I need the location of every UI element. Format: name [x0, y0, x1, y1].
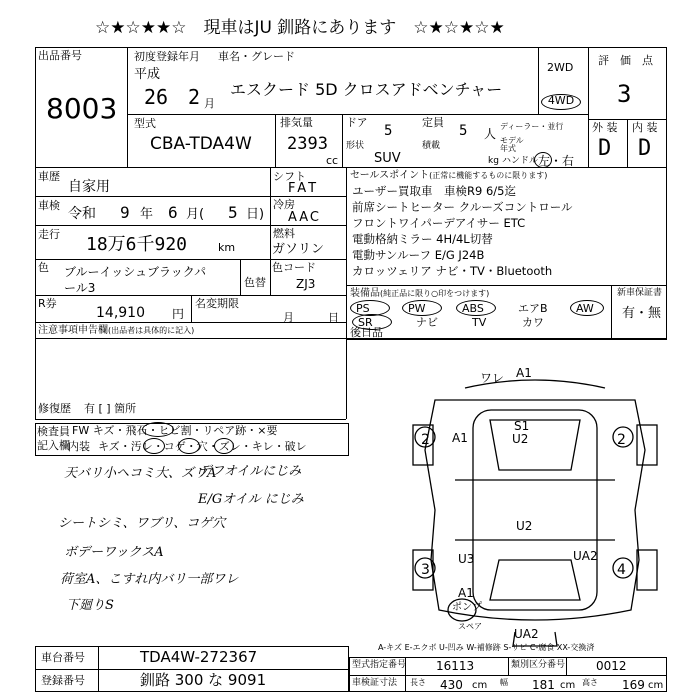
recycle-label: R券: [38, 297, 57, 310]
inspection-year: 9: [120, 203, 130, 222]
plate-number: 釧路 300 な 9091: [140, 671, 267, 689]
inspection-month: 6: [168, 203, 178, 222]
grade-label: 評 価 点: [598, 54, 653, 67]
capacity-unit: 人: [484, 127, 497, 141]
model-code: CBA-TDA4W: [150, 134, 252, 154]
history-label: 車歴: [38, 170, 60, 183]
deadline-month: 月: [283, 311, 294, 324]
equipment-circle: [456, 300, 496, 316]
handle-side: 左・右: [538, 154, 575, 168]
exterior-label: 外 装: [592, 121, 618, 134]
damage-mark: U2: [512, 432, 529, 446]
registration-month: 2: [188, 85, 201, 109]
length-label: 長さ: [410, 678, 426, 687]
height-unit: cm: [648, 680, 664, 691]
notes-sub: (出品者は具体的に記入): [108, 326, 195, 335]
aircon-label: 冷房: [273, 198, 295, 211]
handle-left-circle: [534, 152, 552, 168]
spare-tire-mark: ポンプ: [452, 602, 482, 613]
fuel: ガソリン: [272, 242, 325, 257]
aircon: AAC: [288, 210, 321, 225]
selling-point-line: 電動格納ミラー 4H/4L切替: [352, 232, 493, 246]
equipment-item-row2-0: SR: [358, 316, 373, 329]
chassis-number: TDA4W-272367: [140, 648, 258, 666]
equipment-item-row2-3: カワ: [522, 316, 544, 329]
equipment-circle: [570, 300, 604, 316]
circle-hole: [214, 438, 234, 454]
selling-points-title: セールスポイント: [350, 170, 430, 181]
inspection-day: 5: [228, 203, 238, 222]
recycle-fee: 14,910: [96, 305, 145, 321]
warranty: 有・無: [622, 306, 662, 321]
fuel-label: 燃料: [273, 227, 295, 240]
color-swap-label: 色替: [244, 276, 266, 289]
inspection-month-unit: 月(: [186, 207, 205, 222]
grade-score: 3: [617, 80, 632, 108]
handle-label: ハンドル: [502, 156, 539, 166]
load-unit: kg: [488, 156, 499, 166]
recycle-unit: 円: [172, 307, 185, 321]
model-name: エスクード 5D クロスアドベンチャー: [230, 80, 503, 99]
inspection-era: 令和: [68, 206, 96, 222]
dims-label: 車検証寸法: [352, 678, 398, 688]
damage-legend: A-キズ E-エクボ U-凹み W-補修跡 S-サビ C-腐食 XX-交換済: [378, 643, 595, 652]
damage-mark: A1: [458, 586, 474, 600]
selling-point-line: 前席シートヒーター クルーズコントロール: [352, 200, 573, 214]
drive-4wd-circled: 4WD: [541, 94, 581, 110]
notes-title: 注意事項申告欄: [38, 325, 108, 336]
damage-mark: S1: [514, 419, 530, 433]
handwritten-note-left: シートシミ、ワブリ、コゲ穴: [58, 516, 226, 531]
warranty-label: 新車保証書: [617, 288, 663, 298]
registration-year: 26: [144, 85, 169, 109]
model-year-label: モデル年式: [500, 136, 524, 153]
history: 自家用: [68, 179, 110, 195]
repair-history: 有 [ ] 箇所: [84, 402, 137, 415]
color-line2: ール3: [64, 281, 96, 295]
interior-label: 内 装: [632, 121, 658, 134]
body-type-label: 形状: [346, 141, 365, 151]
equipment-note: (純正品に限り○印をつけます): [380, 289, 490, 298]
equipment-circle-sr: [352, 314, 392, 330]
damage-circle-number: 2: [421, 432, 430, 448]
inspection-year-unit: 年: [140, 207, 154, 222]
displacement: 2393: [287, 134, 328, 154]
shift: FAT: [288, 181, 320, 196]
length-unit: cm: [472, 680, 488, 691]
interior-grade: D: [638, 136, 652, 161]
damage-circle-number: 3: [421, 562, 430, 578]
inspection-day-unit: 日): [246, 207, 265, 222]
body-type: SUV: [374, 151, 401, 166]
category: 0012: [596, 659, 627, 673]
interior-check-line: キズ・汚レ・コゲ・穴・ズレ・キレ・破レ: [98, 440, 307, 453]
model-code-label: 型式: [134, 117, 156, 130]
height-label: 高さ: [582, 678, 598, 687]
damage-diagram: [395, 360, 675, 650]
inspector-label-2: 記入欄: [37, 439, 70, 452]
equipment-item-3: エアB: [518, 302, 548, 315]
registration-month-unit: 月: [204, 97, 215, 110]
selling-points-label: [350, 171, 547, 181]
damage-circle-number: 4: [617, 562, 626, 578]
type-designation-label: 型式指定番号: [352, 660, 407, 670]
handwritten-note-left: 天バリ小ヘコミ大、ズリA: [64, 466, 217, 481]
color-label: 色: [38, 261, 49, 274]
selling-point-line: 電動サンルーフ E/G J24B: [352, 248, 485, 262]
registration-label: 初度登録年月: [134, 50, 200, 63]
load-label: 積載: [422, 141, 441, 151]
drive-2wd: 2WD: [547, 61, 574, 74]
equipment-circle: [402, 300, 442, 316]
capacity-label: 定員: [422, 116, 444, 129]
doors-label: ドア: [346, 116, 368, 129]
deadline-day: 日: [328, 311, 339, 324]
mileage: 18万6千920: [86, 234, 188, 255]
rear-items-label: 後日品: [350, 326, 383, 339]
dealer-label: ディーラー・並行: [500, 122, 564, 131]
inspector-fw-line: FW キズ・飛石・ヒビ割・リペア跡・×要: [72, 424, 278, 437]
registration-era: 平成: [134, 67, 161, 82]
damage-circle-number: 2: [617, 432, 626, 448]
damage-mark: U3: [458, 552, 475, 566]
equipment-title: 装備品: [350, 288, 380, 299]
equipment-item-2: ABS: [462, 302, 484, 315]
damage-mark: U2: [516, 519, 533, 533]
damage-mark: A1: [452, 431, 468, 445]
height: 169: [622, 678, 645, 692]
damage-mark: A1: [516, 366, 532, 380]
mileage-label: 走行: [38, 228, 60, 241]
width-label: 幅: [500, 678, 508, 687]
selling-point-line: カロッツェリア ナビ・TV・Bluetooth: [352, 264, 553, 278]
plate-label: 登録番号: [41, 674, 85, 687]
handwritten-note-left: 下廻りS: [66, 598, 114, 613]
equipment-item-row2-2: TV: [472, 316, 487, 329]
selling-point-line: フロントワイパーデアイサー ETC: [352, 216, 526, 230]
doors: 5: [384, 123, 393, 139]
circle-chip: [142, 422, 174, 437]
spare-label: スペア: [458, 622, 482, 631]
equipment-item-1: PW: [408, 302, 426, 315]
selling-point-line: ユーザー買取車 車検R9 6/5迄: [352, 184, 516, 198]
circle-burn: [178, 438, 200, 454]
width: 181: [532, 678, 555, 692]
handwritten-note-right: E/Gオイル にじみ: [198, 492, 304, 507]
shift-label: シフト: [273, 170, 306, 183]
interior-check-label: 内装: [68, 440, 90, 453]
lot-label: 出品番号: [38, 49, 82, 62]
inspector-label-1: 検査員: [37, 425, 70, 438]
chassis-label: 車台番号: [41, 651, 85, 664]
exterior-grade: D: [598, 136, 612, 161]
circle-dirt: [143, 438, 165, 454]
color-line1: ブルーイッシュブラックパ: [64, 265, 207, 279]
category-label: 類別区分番号: [511, 660, 566, 670]
equipment-item-row2-1: ナビ: [416, 316, 438, 329]
repair-history-label: 修復歴: [38, 402, 71, 415]
width-unit: cm: [560, 680, 576, 691]
length: 430: [440, 678, 463, 692]
damage-mark: UA2: [573, 549, 598, 563]
equipment-item-4: AW: [576, 302, 594, 315]
stock-location-banner: ☆★☆★★☆ 現車はJU 釧路にあります ☆★☆★☆★: [95, 18, 505, 38]
lot-number: 8003: [46, 92, 118, 125]
selling-points-note: (正常に機能するものに限ります): [429, 171, 548, 180]
mileage-unit: km: [218, 241, 236, 254]
capacity: 5: [459, 123, 468, 139]
equipment-item-0: PS: [356, 302, 370, 315]
notes-label: [38, 326, 194, 336]
inspection-label: 車検: [38, 199, 60, 212]
displacement-label: 排気量: [280, 116, 313, 129]
handwritten-note-right: デフオイルにじみ: [198, 464, 302, 479]
color-code-label: 色コード: [272, 261, 316, 274]
damage-mark: UA2: [514, 627, 539, 641]
damage-mark: ワレ: [480, 371, 505, 385]
handwritten-note-left: ボデーワックスA: [64, 545, 164, 560]
handwritten-note-left: 荷室A、こすれ内バリ一部ワレ: [60, 572, 239, 587]
type-designation: 16113: [436, 659, 475, 673]
equipment-label: [350, 289, 489, 299]
color-code: ZJ3: [296, 277, 316, 291]
name-change-deadline-label: 名変期限: [195, 297, 239, 310]
model-label: 車名・グレード: [218, 50, 295, 63]
displacement-unit: cc: [326, 154, 339, 167]
